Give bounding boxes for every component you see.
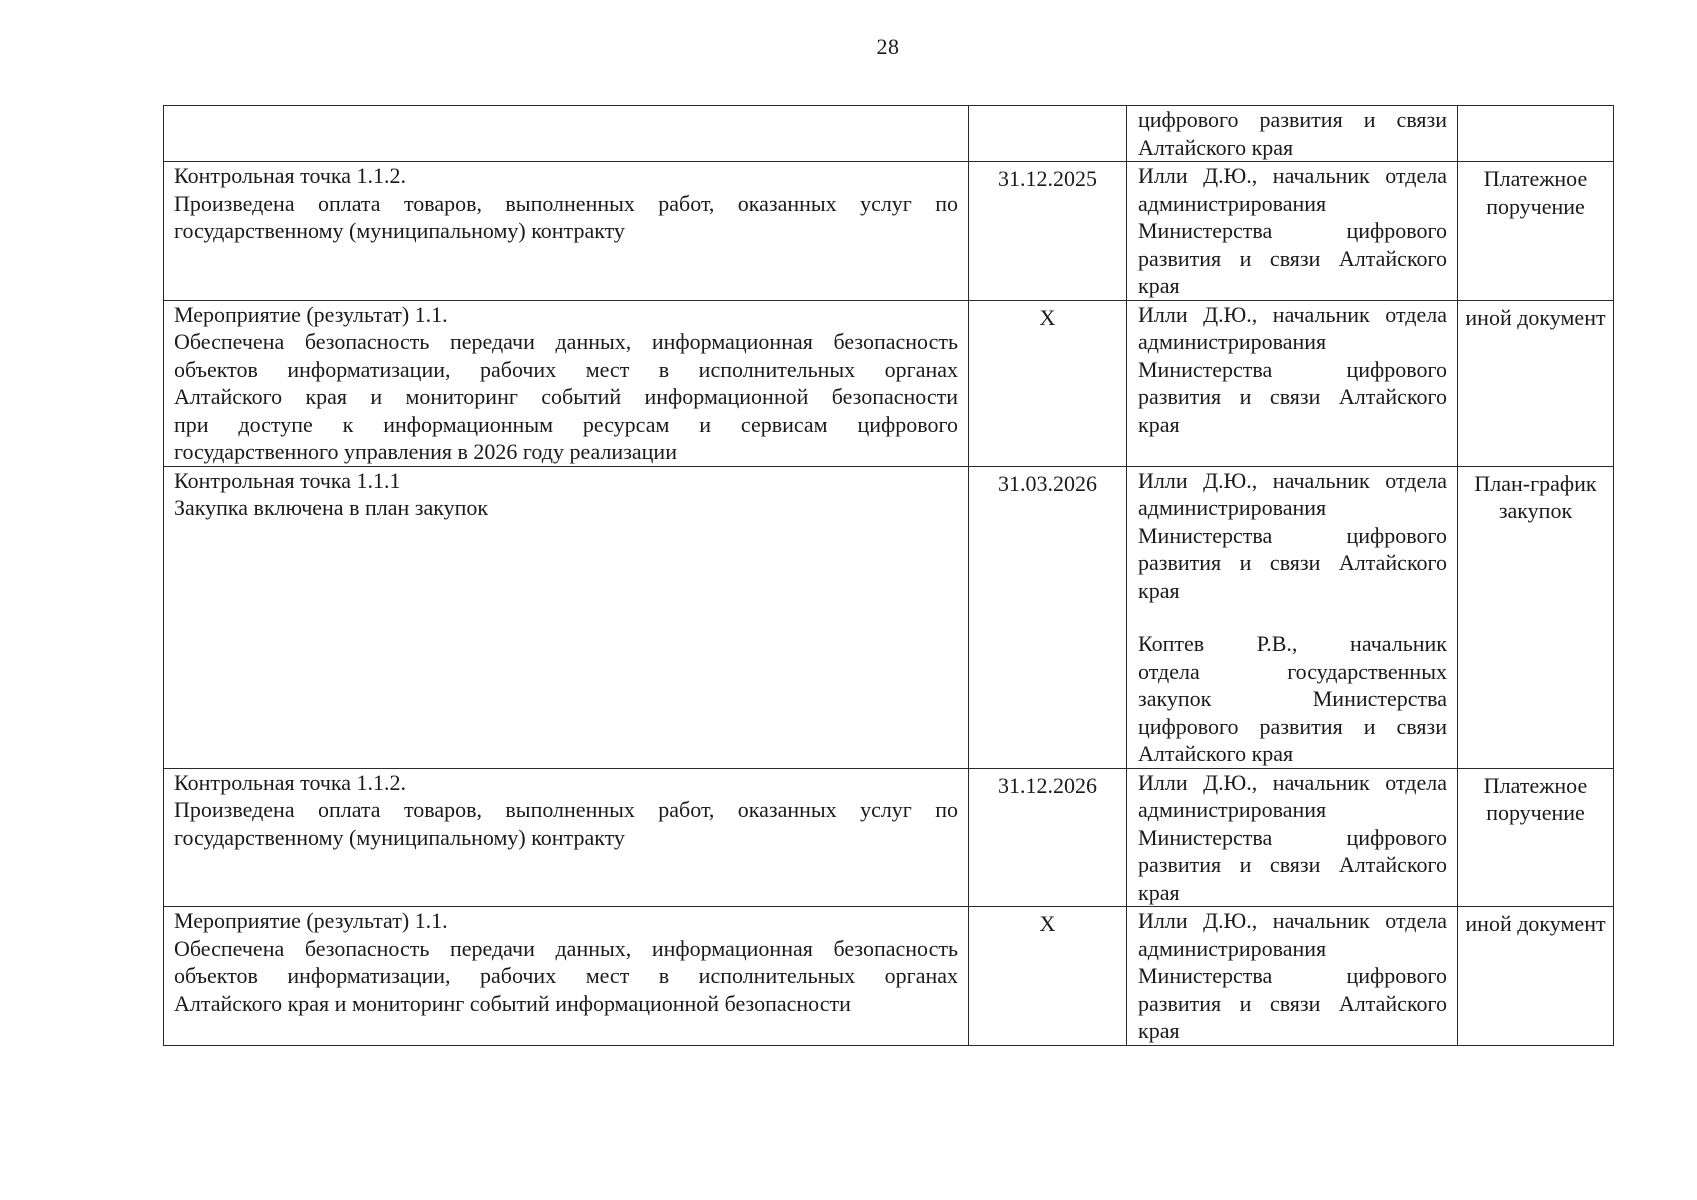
description-title: Мероприятие (результат) 1.1. [174,301,448,327]
deadline-cell: X [969,300,1127,466]
document-type-cell [1458,106,1614,162]
description-line: Обеспечена безопасность передачи данных, информационная безопасность [174,329,958,354]
responsible-cell [1127,907,1458,1046]
responsible-line: Министерства цифрового [1138,356,1447,382]
responsible-line: развития и связи Алтайского [1138,245,1447,271]
description-line: Алтайского края и мониторинг событий информационной безопасности [174,384,958,409]
responsible-line: администрирования [1138,329,1327,354]
table-row [164,466,1614,768]
description-cell [164,768,969,907]
responsible-line: администрирования [1138,495,1327,520]
responsible-line: развития и связи Алтайского [1138,384,1447,409]
description-title: Контрольная точка 1.1.1 [174,467,401,493]
responsible-line: Илли Д.Ю., начальник отдела [1138,163,1447,188]
deadline-cell: 31.03.2026 [969,466,1127,768]
description-cell [164,162,969,301]
responsible-line: края [1138,879,1180,905]
responsible-cell [1127,106,1458,162]
table-row [164,106,1614,162]
description-line: государственному (муниципальному) контракту [174,218,625,243]
responsible-line: Алтайского края [1138,134,1294,160]
responsible-line: закупок Министерства [1138,686,1447,711]
responsible-line: Алтайского края [1138,741,1294,766]
description-title: Контрольная точка 1.1.2. [174,163,407,188]
description-line: Закупка включена в план закупок [174,495,489,520]
description-cell [164,106,969,162]
responsible-line: Илли Д.Ю., начальник отдела [1138,301,1447,327]
responsible-line: Илли Д.Ю., начальник отдела [1138,769,1447,795]
responsible-line: цифрового развития и связи [1138,713,1447,739]
deadline-cell: X [969,907,1127,1046]
plan-table [163,105,1614,1046]
responsible-line: Илли Д.Ю., начальник отдела [1138,908,1447,933]
responsible-cell [1127,768,1458,907]
responsible-line: Министерства цифрового [1138,963,1447,988]
document-type-cell: Платежное поручение [1458,768,1614,907]
responsible-line: Коптев Р.В., начальник [1138,631,1447,656]
responsible-line: администрирования [1138,935,1327,961]
deadline-cell [969,106,1127,162]
description-line: объектов информатизации, рабочих мест в исполнительных органах [174,963,958,988]
responsible-cell [1127,466,1458,768]
description-cell [164,466,969,768]
description-cell [164,300,969,466]
responsible-line: Министерства цифрового [1138,824,1447,850]
responsible-line: развития и связи Алтайского [1138,550,1447,575]
responsible-line: развития и связи Алтайского [1138,852,1447,877]
description-line: объектов информатизации, рабочих мест в исполнительных органах [174,356,958,382]
responsible-line: Министерства цифрового [1138,522,1447,548]
description-line: государственному (муниципальному) контракту [174,824,625,850]
responsible-line: администрирования [1138,797,1327,822]
responsible-line: края [1138,577,1180,603]
document-type-cell: Платежное поручение [1458,162,1614,301]
plan-table-body [164,106,1614,1046]
responsible-line: Министерства цифрового [1138,218,1447,243]
responsible-line: Илли Д.Ю., начальник отдела [1138,467,1447,493]
description-title: Контрольная точка 1.1.2. [174,769,407,795]
description-line: Алтайского края и мониторинг событий информационной безопасности [174,990,851,1016]
responsible-line: отдела государственных [1138,658,1447,684]
responsible-cell [1127,300,1458,466]
table-row [164,300,1614,466]
responsible-line: цифрового развития и связи [1138,107,1447,132]
table-row [164,768,1614,907]
document-type-cell: иной документ [1458,300,1614,466]
description-line: Обеспечена безопасность передачи данных, информационная безопасность [174,935,958,961]
deadline-cell: 31.12.2025 [969,162,1127,301]
description-line: при доступе к информационным ресурсам и сервисам цифрового [174,411,958,437]
responsible-line: края [1138,1018,1180,1043]
description-title: Мероприятие (результат) 1.1. [174,908,448,933]
responsible-gap [1138,604,1447,630]
description-cell [164,907,969,1046]
page-number: 28 [876,34,900,59]
responsible-line: края [1138,411,1180,437]
description-line: Произведена оплата товаров, выполненных работ, оказанных услуг по [174,190,958,216]
document-type-cell: иной документ [1458,907,1614,1046]
description-line: государственного управления в 2026 году реализации [174,439,677,464]
document-type-cell: План-график закупок [1458,466,1614,768]
description-line: Произведена оплата товаров, выполненных работ, оказанных услуг по [174,797,958,822]
responsible-line: администрирования [1138,190,1327,216]
deadline-cell: 31.12.2026 [969,768,1127,907]
responsible-cell [1127,162,1458,301]
responsible-line: края [1138,273,1180,298]
table-row [164,907,1614,1046]
responsible-line: развития и связи Алтайского [1138,990,1447,1016]
table-row [164,162,1614,301]
